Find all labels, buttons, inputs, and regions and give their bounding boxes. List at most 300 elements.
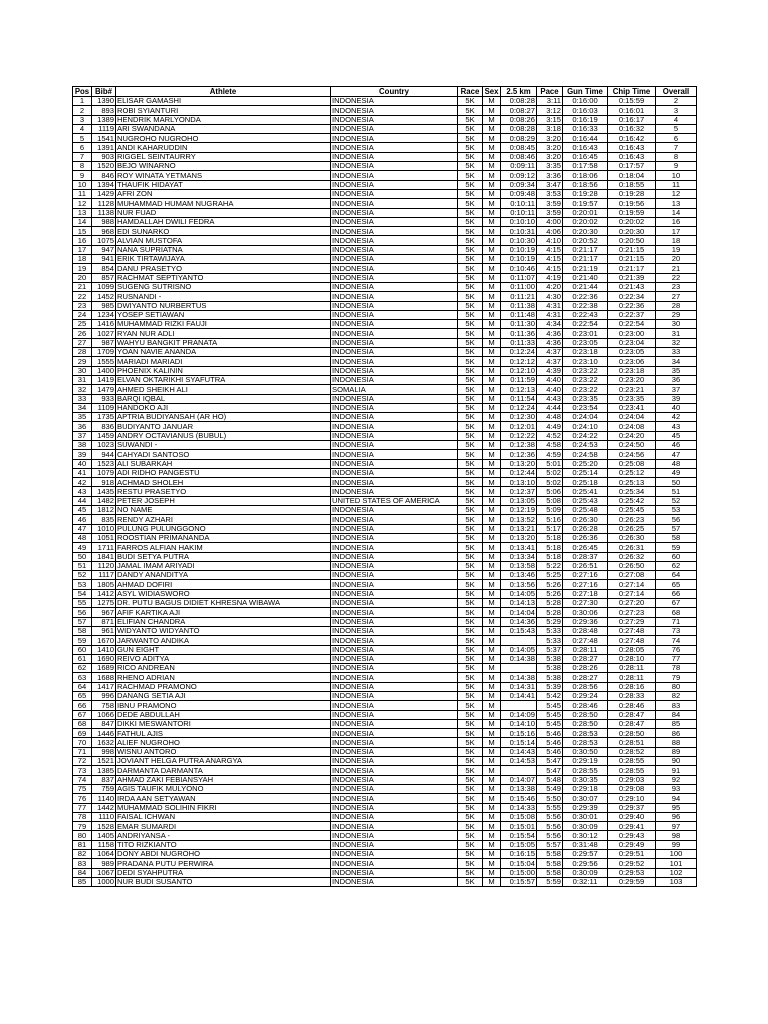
cell-sex: M xyxy=(483,552,501,561)
cell-overall: 84 xyxy=(656,710,697,719)
cell-country: INDONESIA xyxy=(331,357,458,366)
cell-athlete: ERIK TIRTAWIJAYA xyxy=(116,255,331,264)
cell-bib: 1419 xyxy=(92,375,116,384)
cell-athlete: RIGGEL SEINTAURRY xyxy=(116,152,331,161)
cell-bib: 836 xyxy=(92,422,116,431)
cell-athlete: AFRI ZON xyxy=(116,189,331,198)
cell-split: 0:14:13 xyxy=(501,599,537,608)
table-row xyxy=(73,227,697,236)
cell-split: 0:14:36 xyxy=(501,617,537,626)
cell-pos: 22 xyxy=(73,292,92,301)
cell-overall: 93 xyxy=(656,784,697,793)
cell-pace: 5:38 xyxy=(537,673,563,682)
cell-bib: 1412 xyxy=(92,589,116,598)
cell-gun-time: 0:29:39 xyxy=(563,803,608,812)
cell-chip-time: 0:22:54 xyxy=(608,320,656,329)
cell-overall: 76 xyxy=(656,645,697,654)
cell-athlete: REIVO ADITYA xyxy=(116,654,331,663)
table-row xyxy=(73,375,697,384)
cell-country: INDONESIA xyxy=(331,450,458,459)
cell-sex: M xyxy=(483,766,501,775)
cell-chip-time: 0:29:03 xyxy=(608,775,656,784)
cell-pace: 5:56 xyxy=(537,812,563,821)
cell-athlete: ARI SWANDANA xyxy=(116,124,331,133)
cell-race: 5K xyxy=(458,599,483,608)
cell-pos: 28 xyxy=(73,348,92,357)
cell-overall: 30 xyxy=(656,320,697,329)
cell-overall: 48 xyxy=(656,459,697,468)
cell-overall: 99 xyxy=(656,840,697,849)
table-row xyxy=(73,189,697,198)
cell-chip-time: 0:28:55 xyxy=(608,766,656,775)
cell-athlete: BUDIYANTO JANUAR xyxy=(116,422,331,431)
cell-sex: M xyxy=(483,859,501,868)
cell-pos: 42 xyxy=(73,478,92,487)
cell-pace: 5:28 xyxy=(537,599,563,608)
cell-chip-time: 0:27:23 xyxy=(608,608,656,617)
cell-athlete: NANA SUPRIATNA xyxy=(116,245,331,254)
cell-athlete: ROBI SYIANTURI xyxy=(116,106,331,115)
cell-country: INDONESIA xyxy=(331,422,458,431)
cell-pos: 67 xyxy=(73,710,92,719)
table-row xyxy=(73,199,697,208)
cell-country: INDONESIA xyxy=(331,152,458,161)
cell-gun-time: 0:28:26 xyxy=(563,664,608,673)
cell-overall: 2 xyxy=(656,97,697,106)
table-row xyxy=(73,255,697,264)
cell-split: 0:15:57 xyxy=(501,877,537,886)
cell-chip-time: 0:25:12 xyxy=(608,468,656,477)
cell-split: 0:15:01 xyxy=(501,822,537,831)
cell-race: 5K xyxy=(458,348,483,357)
cell-pos: 20 xyxy=(73,273,92,282)
cell-bib: 1158 xyxy=(92,840,116,849)
cell-overall: 91 xyxy=(656,766,697,775)
cell-chip-time: 0:27:48 xyxy=(608,636,656,645)
cell-gun-time: 0:28:46 xyxy=(563,701,608,710)
cell-bib: 1410 xyxy=(92,645,116,654)
table-row xyxy=(73,152,697,161)
cell-sex: M xyxy=(483,673,501,682)
cell-sex: M xyxy=(483,617,501,626)
cell-overall: 46 xyxy=(656,440,697,449)
cell-pace: 4:52 xyxy=(537,431,563,440)
cell-overall: 68 xyxy=(656,608,697,617)
cell-gun-time: 0:26:45 xyxy=(563,543,608,552)
cell-gun-time: 0:28:27 xyxy=(563,654,608,663)
cell-pos: 13 xyxy=(73,208,92,217)
cell-pace: 4:39 xyxy=(537,366,563,375)
cell-bib: 961 xyxy=(92,626,116,635)
cell-bib: 1541 xyxy=(92,134,116,143)
cell-overall: 57 xyxy=(656,524,697,533)
cell-country: INDONESIA xyxy=(331,264,458,273)
cell-pos: 52 xyxy=(73,571,92,580)
cell-pace: 5:46 xyxy=(537,729,563,738)
cell-athlete: RUSNANDI - xyxy=(116,292,331,301)
cell-chip-time: 0:28:05 xyxy=(608,645,656,654)
cell-athlete: FAISAL ICHWAN xyxy=(116,812,331,821)
header-chip-time: Chip Time xyxy=(608,87,656,97)
cell-chip-time: 0:16:32 xyxy=(608,124,656,133)
cell-bib: 1446 xyxy=(92,729,116,738)
cell-race: 5K xyxy=(458,255,483,264)
cell-country: INDONESIA xyxy=(331,664,458,673)
table-row xyxy=(73,571,697,580)
cell-gun-time: 0:24:58 xyxy=(563,450,608,459)
cell-sex: M xyxy=(483,840,501,849)
cell-athlete: WAHYU BANGKIT PRANATA xyxy=(116,338,331,347)
cell-race: 5K xyxy=(458,366,483,375)
cell-pace: 5:55 xyxy=(537,803,563,812)
cell-gun-time: 0:31:48 xyxy=(563,840,608,849)
cell-athlete: MARIADI MARIADI xyxy=(116,357,331,366)
cell-split: 0:13:05 xyxy=(501,496,537,505)
cell-bib: 1110 xyxy=(92,812,116,821)
cell-overall: 45 xyxy=(656,431,697,440)
cell-athlete: JOVIANT HELGA PUTRA ANARGYA xyxy=(116,757,331,766)
cell-race: 5K xyxy=(458,320,483,329)
cell-bib: 1128 xyxy=(92,199,116,208)
table-row xyxy=(73,626,697,635)
cell-pos: 25 xyxy=(73,320,92,329)
cell-country: INDONESIA xyxy=(331,413,458,422)
cell-bib: 1735 xyxy=(92,413,116,422)
cell-chip-time: 0:27:29 xyxy=(608,617,656,626)
cell-gun-time: 0:16:45 xyxy=(563,152,608,161)
cell-gun-time: 0:25:41 xyxy=(563,487,608,496)
cell-race: 5K xyxy=(458,106,483,115)
cell-chip-time: 0:20:30 xyxy=(608,227,656,236)
cell-pace: 5:50 xyxy=(537,794,563,803)
cell-sex: M xyxy=(483,571,501,580)
cell-race: 5K xyxy=(458,431,483,440)
cell-chip-time: 0:23:20 xyxy=(608,375,656,384)
table-row xyxy=(73,561,697,570)
cell-race: 5K xyxy=(458,292,483,301)
cell-country: INDONESIA xyxy=(331,329,458,338)
cell-pos: 23 xyxy=(73,301,92,310)
cell-pace: 4:30 xyxy=(537,292,563,301)
cell-gun-time: 0:21:17 xyxy=(563,255,608,264)
cell-gun-time: 0:30:50 xyxy=(563,747,608,756)
table-row xyxy=(73,608,697,617)
cell-athlete: NUR BUDI SUSANTO xyxy=(116,877,331,886)
cell-pace: 4:20 xyxy=(537,282,563,291)
cell-race: 5K xyxy=(458,282,483,291)
table-row xyxy=(73,784,697,793)
cell-overall: 18 xyxy=(656,236,697,245)
cell-country: INDONESIA xyxy=(331,840,458,849)
cell-athlete: DEDE ABDULLAH xyxy=(116,710,331,719)
cell-race: 5K xyxy=(458,719,483,728)
cell-chip-time: 0:25:34 xyxy=(608,487,656,496)
cell-sex: M xyxy=(483,589,501,598)
cell-split: 0:12:38 xyxy=(501,440,537,449)
cell-gun-time: 0:30:06 xyxy=(563,608,608,617)
cell-overall: 20 xyxy=(656,255,697,264)
cell-overall: 53 xyxy=(656,506,697,515)
cell-country: INDONESIA xyxy=(331,757,458,766)
cell-chip-time: 0:19:28 xyxy=(608,189,656,198)
cell-split: 0:12:19 xyxy=(501,506,537,515)
cell-overall: 50 xyxy=(656,478,697,487)
cell-country: INDONESIA xyxy=(331,599,458,608)
cell-pace: 5:47 xyxy=(537,766,563,775)
cell-bib: 1482 xyxy=(92,496,116,505)
cell-country: INDONESIA xyxy=(331,589,458,598)
cell-chip-time: 0:23:35 xyxy=(608,394,656,403)
cell-pace: 5:26 xyxy=(537,580,563,589)
cell-pace: 4:43 xyxy=(537,394,563,403)
cell-pos: 80 xyxy=(73,831,92,840)
cell-pos: 59 xyxy=(73,636,92,645)
cell-sex: M xyxy=(483,710,501,719)
cell-athlete: AHMED SHEIKH ALI xyxy=(116,385,331,394)
cell-pace: 5:29 xyxy=(537,617,563,626)
cell-race: 5K xyxy=(458,626,483,635)
cell-chip-time: 0:20:02 xyxy=(608,217,656,226)
cell-gun-time: 0:28:50 xyxy=(563,719,608,728)
cell-race: 5K xyxy=(458,329,483,338)
cell-sex: M xyxy=(483,868,501,877)
cell-split: 0:10:19 xyxy=(501,245,537,254)
cell-athlete: MUHAMMAD HUMAM NUGRAHA xyxy=(116,199,331,208)
cell-race: 5K xyxy=(458,524,483,533)
cell-bib: 918 xyxy=(92,478,116,487)
cell-pace: 5:45 xyxy=(537,710,563,719)
cell-race: 5K xyxy=(458,394,483,403)
cell-sex: M xyxy=(483,413,501,422)
cell-sex: M xyxy=(483,403,501,412)
cell-gun-time: 0:16:44 xyxy=(563,134,608,143)
cell-split: 0:13:58 xyxy=(501,561,537,570)
cell-country: INDONESIA xyxy=(331,673,458,682)
cell-pos: 4 xyxy=(73,124,92,133)
cell-pos: 61 xyxy=(73,654,92,663)
cell-country: INDONESIA xyxy=(331,571,458,580)
cell-sex: M xyxy=(483,375,501,384)
cell-chip-time: 0:22:36 xyxy=(608,301,656,310)
table-row xyxy=(73,431,697,440)
cell-gun-time: 0:25:20 xyxy=(563,459,608,468)
cell-gun-time: 0:32:11 xyxy=(563,877,608,886)
cell-chip-time: 0:18:55 xyxy=(608,180,656,189)
cell-split: 0:15:04 xyxy=(501,859,537,868)
cell-pos: 27 xyxy=(73,338,92,347)
cell-bib: 1416 xyxy=(92,320,116,329)
cell-gun-time: 0:29:19 xyxy=(563,757,608,766)
cell-split: 0:08:45 xyxy=(501,143,537,152)
cell-pace: 5:06 xyxy=(537,487,563,496)
cell-athlete: RESTU PRASETYO xyxy=(116,487,331,496)
cell-bib: 1394 xyxy=(92,180,116,189)
cell-bib: 1010 xyxy=(92,524,116,533)
table-row xyxy=(73,180,697,189)
cell-gun-time: 0:16:33 xyxy=(563,124,608,133)
cell-bib: 854 xyxy=(92,264,116,273)
cell-chip-time: 0:24:04 xyxy=(608,413,656,422)
table-row xyxy=(73,757,697,766)
cell-pos: 85 xyxy=(73,877,92,886)
cell-gun-time: 0:27:18 xyxy=(563,589,608,598)
cell-split xyxy=(501,664,537,673)
table-row xyxy=(73,413,697,422)
cell-gun-time: 0:23:22 xyxy=(563,385,608,394)
cell-split: 0:13:20 xyxy=(501,533,537,542)
cell-country: INDONESIA xyxy=(331,236,458,245)
cell-pos: 17 xyxy=(73,245,92,254)
cell-chip-time: 0:29:10 xyxy=(608,794,656,803)
cell-country: INDONESIA xyxy=(331,134,458,143)
cell-athlete: FARROS ALFIAN HAKIM xyxy=(116,543,331,552)
cell-pace: 5:38 xyxy=(537,654,563,663)
cell-race: 5K xyxy=(458,115,483,124)
cell-pace: 4:31 xyxy=(537,310,563,319)
cell-sex: M xyxy=(483,208,501,217)
cell-pos: 73 xyxy=(73,766,92,775)
cell-pace: 5:18 xyxy=(537,552,563,561)
cell-race: 5K xyxy=(458,357,483,366)
cell-split: 0:12:22 xyxy=(501,431,537,440)
cell-pos: 24 xyxy=(73,310,92,319)
cell-split: 0:08:46 xyxy=(501,152,537,161)
cell-overall: 96 xyxy=(656,812,697,821)
cell-chip-time: 0:26:50 xyxy=(608,561,656,570)
cell-sex: M xyxy=(483,189,501,198)
cell-overall: 71 xyxy=(656,617,697,626)
cell-athlete: AFIF KARTIKA AJI xyxy=(116,608,331,617)
cell-split: 0:08:29 xyxy=(501,134,537,143)
cell-overall: 79 xyxy=(656,673,697,682)
cell-gun-time: 0:29:57 xyxy=(563,850,608,859)
cell-race: 5K xyxy=(458,301,483,310)
cell-sex: M xyxy=(483,366,501,375)
cell-split: 0:11:36 xyxy=(501,329,537,338)
cell-gun-time: 0:22:54 xyxy=(563,320,608,329)
cell-pos: 31 xyxy=(73,375,92,384)
cell-overall: 74 xyxy=(656,636,697,645)
cell-chip-time: 0:24:50 xyxy=(608,440,656,449)
cell-bib: 1066 xyxy=(92,710,116,719)
cell-pos: 35 xyxy=(73,413,92,422)
cell-pace: 4:15 xyxy=(537,245,563,254)
cell-race: 5K xyxy=(458,543,483,552)
cell-split: 0:14:10 xyxy=(501,719,537,728)
table-row xyxy=(73,208,697,217)
cell-split: 0:14:43 xyxy=(501,747,537,756)
cell-bib: 759 xyxy=(92,784,116,793)
cell-overall: 83 xyxy=(656,701,697,710)
cell-athlete: BEJO WINARNO xyxy=(116,162,331,171)
cell-country: INDONESIA xyxy=(331,515,458,524)
cell-bib: 1670 xyxy=(92,636,116,645)
cell-split: 0:14:09 xyxy=(501,710,537,719)
cell-country: INDONESIA xyxy=(331,143,458,152)
cell-chip-time: 0:29:51 xyxy=(608,850,656,859)
cell-bib: 893 xyxy=(92,106,116,115)
table-row xyxy=(73,738,697,747)
table-row xyxy=(73,97,697,106)
cell-pace: 5:26 xyxy=(537,589,563,598)
cell-bib: 1385 xyxy=(92,766,116,775)
cell-gun-time: 0:23:35 xyxy=(563,394,608,403)
cell-athlete: HANDOKO AJI xyxy=(116,403,331,412)
cell-race: 5K xyxy=(458,831,483,840)
cell-gun-time: 0:30:35 xyxy=(563,775,608,784)
cell-overall: 21 xyxy=(656,264,697,273)
cell-gun-time: 0:27:30 xyxy=(563,599,608,608)
cell-overall: 97 xyxy=(656,822,697,831)
cell-chip-time: 0:29:53 xyxy=(608,868,656,877)
cell-gun-time: 0:23:05 xyxy=(563,338,608,347)
cell-gun-time: 0:28:55 xyxy=(563,766,608,775)
table-row xyxy=(73,840,697,849)
table-row xyxy=(73,143,697,152)
cell-country: INDONESIA xyxy=(331,431,458,440)
cell-pace: 4:49 xyxy=(537,422,563,431)
cell-chip-time: 0:24:08 xyxy=(608,422,656,431)
table-row xyxy=(73,320,697,329)
cell-race: 5K xyxy=(458,338,483,347)
cell-country: INDONESIA xyxy=(331,487,458,496)
cell-pos: 33 xyxy=(73,394,92,403)
cell-overall: 88 xyxy=(656,738,697,747)
cell-split: 0:14:33 xyxy=(501,803,537,812)
cell-pace: 5:02 xyxy=(537,468,563,477)
cell-overall: 43 xyxy=(656,422,697,431)
cell-sex: M xyxy=(483,478,501,487)
cell-bib: 1140 xyxy=(92,794,116,803)
cell-race: 5K xyxy=(458,775,483,784)
cell-pos: 44 xyxy=(73,496,92,505)
cell-pace: 3:11 xyxy=(537,97,563,106)
cell-sex: M xyxy=(483,794,501,803)
cell-chip-time: 0:28:52 xyxy=(608,747,656,756)
cell-bib: 1479 xyxy=(92,385,116,394)
table-row xyxy=(73,217,697,226)
cell-sex: M xyxy=(483,329,501,338)
cell-country: INDONESIA xyxy=(331,719,458,728)
cell-pace: 5:57 xyxy=(537,840,563,849)
cell-pos: 8 xyxy=(73,162,92,171)
cell-gun-time: 0:28:56 xyxy=(563,682,608,691)
cell-pace: 5:58 xyxy=(537,859,563,868)
cell-gun-time: 0:16:00 xyxy=(563,97,608,106)
cell-chip-time: 0:21:43 xyxy=(608,282,656,291)
cell-pos: 65 xyxy=(73,692,92,701)
cell-sex: M xyxy=(483,440,501,449)
cell-country: INDONESIA xyxy=(331,440,458,449)
cell-split: 0:15:08 xyxy=(501,812,537,821)
cell-chip-time: 0:29:43 xyxy=(608,831,656,840)
table-row xyxy=(73,394,697,403)
cell-chip-time: 0:18:04 xyxy=(608,171,656,180)
cell-country: INDONESIA xyxy=(331,162,458,171)
cell-pace: 5:48 xyxy=(537,775,563,784)
cell-country: INDONESIA xyxy=(331,124,458,133)
cell-athlete: SUGENG SUTRISNO xyxy=(116,282,331,291)
cell-sex: M xyxy=(483,636,501,645)
cell-chip-time: 0:29:40 xyxy=(608,812,656,821)
table-row xyxy=(73,236,697,245)
cell-pace: 5:47 xyxy=(537,757,563,766)
cell-bib: 1064 xyxy=(92,850,116,859)
cell-race: 5K xyxy=(458,385,483,394)
cell-pace: 5:56 xyxy=(537,831,563,840)
header-pos: Pos xyxy=(73,87,92,97)
cell-gun-time: 0:19:28 xyxy=(563,189,608,198)
